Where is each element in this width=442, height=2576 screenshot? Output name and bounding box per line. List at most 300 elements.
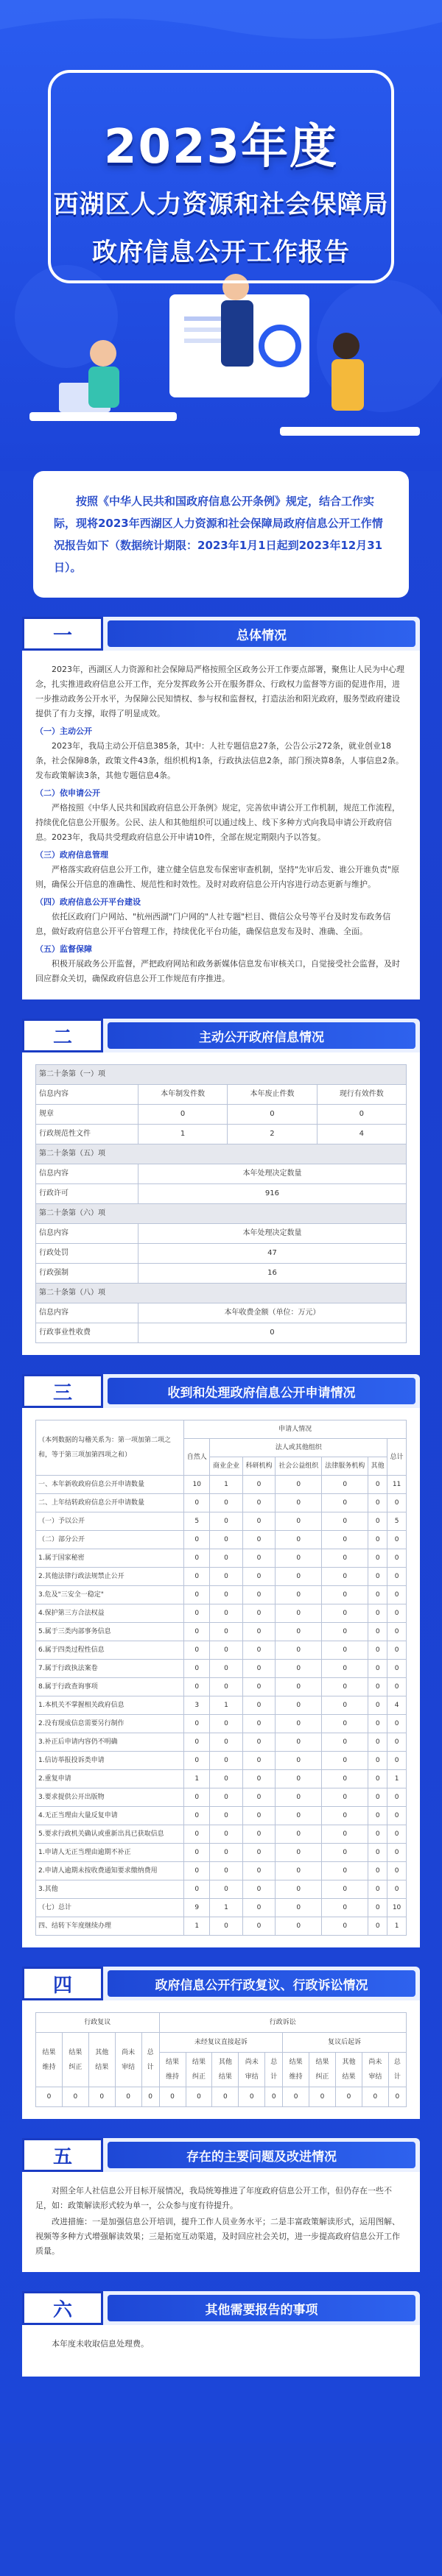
table-cell: 0 [322,1568,368,1586]
table-row [36,1264,407,1284]
table-cell: 0 [242,1531,275,1549]
table-cell: 0 [368,1844,387,1862]
row-label: 二、上年结转政府信息公开申请数量 [36,1494,184,1512]
paragraph: 本年度未收取信息处理费。 [52,2339,149,2349]
agency-name: 西湖区人力资源和社会保障局 [53,190,389,219]
proactive-table [35,1064,407,1343]
table-cell: 0 [210,1660,242,1678]
review-litigation-table [35,2012,407,2107]
table-cell: 1 [184,1770,210,1788]
table-cell: 0 [322,1641,368,1660]
table-cell: 5 [184,1512,210,1531]
table-cell: 10 [184,1476,210,1494]
table-cell: 1 [387,1917,407,1936]
table-header: 现行有效件数 [317,1085,406,1105]
table-cell: 0 [387,1604,407,1623]
table-header: 信息内容 [36,1224,138,1244]
table-cell: 0 [387,1752,407,1770]
table-cell: 0 [210,1825,242,1844]
table-cell: 916 [138,1184,406,1204]
table-cell: 0 [368,1733,387,1752]
table-row [36,2087,407,2107]
table-cell: 0 [212,2087,239,2107]
table-cell: 2 [228,1125,317,1144]
table-cell: 0 [242,1660,275,1678]
table-cell: 0 [159,2087,186,2107]
table-cell: 0 [368,1641,387,1660]
section-body [22,651,420,999]
table-cell: 0 [210,1788,242,1807]
table-cell: 0 [184,1678,210,1696]
table-cell: 0 [210,1715,242,1733]
table-cell: 0 [276,1733,322,1752]
section-number: 五 [22,2138,103,2172]
table-header: 信息内容 [36,1085,138,1105]
table-cell: 0 [242,1678,275,1696]
section-number: 六 [22,2291,103,2325]
table-cell: 0 [184,1568,210,1586]
table-cell: 0 [276,1549,322,1568]
table-cell: 行政强制 [36,1264,138,1284]
table-row [36,1880,407,1899]
table-cell: 0 [184,1623,210,1641]
paragraph: 2023年，西湖区人力资源和社会保障局严格按照全区政务公开工作要点部署，聚焦让人民为中心理念，扎实推进政府信息公开工作，充分发挥政务公开在服务群众、行政权力监督等方面的促进作用，进一步推动政务公开水平，为保障公民知情权、参与权和监督权，打造法治和阳光政府，服务型政府建设提供了有力支撑，取得了明显成效。 [35,665,404,718]
row-label: 一、本年新收政府信息公开申请数量 [36,1476,184,1494]
table-cell: 10 [387,1899,407,1917]
table-row [36,1623,407,1641]
table-row [36,1862,407,1880]
table-cell: 0 [276,1825,322,1844]
table-cell: 0 [276,1788,322,1807]
table-cell: 0 [242,1623,275,1641]
table-header: 总计 [265,2053,283,2087]
table-cell: 0 [184,1807,210,1825]
row-label: 1.本机关不掌握相关政府信息 [36,1696,184,1715]
section-number: 二 [22,1019,103,1052]
table-cell: 0 [242,1494,275,1512]
table-cell: 0 [387,1844,407,1862]
table-cell: 0 [322,1844,368,1862]
table-cell: 0 [184,1531,210,1549]
table-cell: 0 [368,1549,387,1568]
table-cell: 0 [368,1788,387,1807]
table-cell: 1 [210,1476,242,1494]
table-cell: 0 [36,2087,63,2107]
table-cell: 0 [387,1531,407,1549]
table-cell: 0 [242,1512,275,1531]
table-cell: 0 [322,1696,368,1715]
table-cell: 0 [210,1568,242,1586]
table-row [36,1752,407,1770]
table-row [36,1476,407,1494]
table-cell: 0 [276,1604,322,1623]
table-header: 信息内容 [36,1164,138,1184]
table-cell: 0 [210,1623,242,1641]
section-applications [22,1374,420,1947]
table-cell: 0 [138,1323,406,1343]
table-cell: 0 [368,1862,387,1880]
table-cell: 0 [276,1641,322,1660]
sub-heading: （三）政府信息管理 [35,850,108,860]
table-cell: 0 [184,1752,210,1770]
table-cell: 0 [387,1641,407,1660]
table-cell: 0 [368,1586,387,1604]
row-label: 2.申请人逾期未按收费通知要求缴纳费用 [36,1862,184,1880]
table-cell: 0 [210,1862,242,1880]
table-cell: 0 [387,1568,407,1586]
table-cell: 0 [368,1623,387,1641]
table-cell: 3 [184,1696,210,1715]
table-cell: 0 [276,1880,322,1899]
table-cell: 0 [387,1494,407,1512]
hero-banner [0,0,442,471]
table-cell: 0 [276,1623,322,1641]
row-label: 6.属于四类过程性信息 [36,1641,184,1660]
intro-text: 按照《中华人民共和国政府信息公开条例》规定，结合工作实际，现将2023年西湖区人力资源和社会保障局政府信息公开工作情况报告如下（数据统计期限：2023年1月1日起到2023年12月31日）。 [54,495,383,574]
table-header: 行政复议 [36,2013,160,2033]
table-cell: 0 [336,2087,362,2107]
section-title: 政府信息公开行政复议、行政诉讼情况 [108,1970,415,1997]
table-cell: 0 [387,1586,407,1604]
paragraph: 2023年，我局主动公开信息385条，其中：人社专题信息27条，公告公示272条，就业创业18条，社会保障8条，政策文件43条，组织机构1条，行政执法信息2条，部门预决算8条，人事信息2条。发布政策解读3条，其他专题信息4条。 [35,741,404,780]
paragraph: 积极开展政务公开监督，严把政府网站和政务新媒体信息发布审核关口，自觉接受社会监督，及时回应群众关切，确保政府信息公开工作规范有序推进。 [35,959,400,983]
section-body [22,1408,420,1947]
table-cell: 0 [322,1880,368,1899]
table-cell: 0 [368,1825,387,1844]
table-cell: 0 [186,2087,212,2107]
table-cell: 0 [184,1494,210,1512]
table-cell: 0 [242,1807,275,1825]
table-cell: 0 [265,2087,283,2107]
table-row [36,1244,407,1264]
row-label: 3.其他 [36,1880,184,1899]
table-cell: 1 [210,1899,242,1917]
table-cell: 0 [210,1844,242,1862]
table-cell: 0 [322,1733,368,1752]
table-cell: 47 [138,1244,406,1264]
table-cell: 0 [210,1733,242,1752]
table-group-head: 第二十条第（八）项 [36,1284,407,1303]
table-cell: 0 [387,1549,407,1568]
table-cell: 0 [387,1880,407,1899]
row-label: （七）总计 [36,1899,184,1917]
table-cell: 0 [362,2087,388,2107]
table-row [36,1125,407,1144]
table-cell: 0 [228,1105,317,1125]
row-label: 3.补正后申请内容仍不明确 [36,1733,184,1752]
table-cell: 0 [276,1844,322,1862]
table-header: 本年废止件数 [228,1085,317,1105]
table-cell: 0 [210,1549,242,1568]
table-cell: 0 [276,1531,322,1549]
table-cell: 0 [368,1696,387,1715]
table-cell: 行政处罚 [36,1244,138,1264]
section-header [22,617,420,651]
table-cell: 0 [387,1678,407,1696]
section-body [22,1052,420,1355]
table-cell: 0 [387,1862,407,1880]
table-cell: 0 [184,1844,210,1862]
table-cell: 0 [242,1844,275,1862]
table-cell: 0 [387,1733,407,1752]
section-body [22,2325,420,2377]
table-header: 法人或其他组织 [210,1439,387,1457]
table-cell: 0 [322,1715,368,1733]
table-cell: 0 [184,1862,210,1880]
table-header: 尚未审结 [239,2053,265,2087]
intro-card [33,471,409,598]
table-cell: 0 [184,1641,210,1660]
table-group-head: 申请人情况 [184,1420,407,1439]
footer-space [0,2377,442,2443]
table-cell: 0 [210,1494,242,1512]
table-cell: 0 [210,1752,242,1770]
sub-heading: （四）政府信息公开平台建设 [35,897,141,907]
table-cell: 0 [276,1678,322,1696]
row-label: 3.要求提供公开出版物 [36,1788,184,1807]
table-row [36,1844,407,1862]
table-cell: 0 [242,1752,275,1770]
table-cell: 0 [322,1531,368,1549]
table-cell: 行政事业性收费 [36,1323,138,1343]
row-label: 四、结转下年度继续办理 [36,1917,184,1936]
table-header: 社会公益组织 [276,1457,322,1476]
table-header: 本年处理决定数量 [138,1224,406,1244]
table-cell: 0 [388,2087,406,2107]
table-row [36,1715,407,1733]
section-title: 总体情况 [108,620,415,647]
table-cell: 0 [368,1770,387,1788]
table-cell: 16 [138,1264,406,1284]
section-title: 主动公开政府信息情况 [108,1022,415,1049]
table-group-head: 第二十条第（五）项 [36,1144,407,1164]
table-cell: 0 [184,1788,210,1807]
table-cell: 0 [309,2087,336,2107]
table-header: 本年处理决定数量 [138,1164,406,1184]
section-number: 三 [22,1374,103,1408]
table-cell: 0 [62,2087,88,2107]
table-header: 科研机构 [242,1457,275,1476]
table-cell: 0 [184,1825,210,1844]
table-cell: 0 [242,1825,275,1844]
table-cell: 0 [322,1825,368,1844]
table-row [36,1494,407,1512]
table-cell: 0 [242,1476,275,1494]
table-cell: 0 [322,1494,368,1512]
table-cell: 0 [322,1788,368,1807]
table-header: 复议后起诉 [283,2033,407,2053]
table-cell: 0 [242,1715,275,1733]
table-corner-note: （本列数据的勾稽关系为：第一项加第二项之和，等于第三项加第四项之和） [36,1420,184,1476]
table-row [36,1770,407,1788]
table-cell: 0 [242,1899,275,1917]
table-cell: 0 [184,1880,210,1899]
table-row [36,1917,407,1936]
table-cell: 0 [322,1586,368,1604]
paragraph: 严格落实政府信息公开工作，建立健全信息发布保密审查机制，坚持"先审后发、谁公开谁负责"原则，确保公开信息的准确性、规范性和时效性。及时对政府信息公开内容进行动态更新与维护。 [35,865,400,889]
table-cell: 规章 [36,1105,138,1125]
table-cell: 0 [368,1476,387,1494]
row-label: （一）予以公开 [36,1512,184,1531]
table-cell: 行政规范性文件 [36,1125,138,1144]
table-header: 尚未审结 [115,2033,141,2087]
row-label: 7.属于行政执法案卷 [36,1660,184,1678]
table-cell: 0 [184,1660,210,1678]
table-cell: 0 [368,1604,387,1623]
table-row [36,1733,407,1752]
row-label: 2.没有现成信息需要另行制作 [36,1715,184,1733]
table-header: 本年收费金额（单位：万元） [138,1303,406,1323]
section-body [22,2172,420,2272]
table-cell: 0 [210,1770,242,1788]
row-label: 8.属于行政查询事项 [36,1678,184,1696]
table-header: 商业企业 [210,1457,242,1476]
table-cell: 0 [276,1715,322,1733]
table-cell: 0 [322,1660,368,1678]
table-row [36,1604,407,1623]
table-cell: 9 [184,1899,210,1917]
table-header: 其他结果 [212,2053,239,2087]
table-header: 其他 [368,1457,387,1476]
table-cell: 0 [368,1880,387,1899]
table-header: 结果纠正 [309,2053,336,2087]
table-cell: 0 [322,1678,368,1696]
sub-heading: （二）依申请公开 [35,788,100,798]
table-header: 信息内容 [36,1303,138,1323]
table-cell: 0 [276,1476,322,1494]
section-problems [22,2138,420,2272]
table-row [36,1641,407,1660]
section-overview [22,617,420,999]
table-row [36,1788,407,1807]
table-cell: 0 [242,1862,275,1880]
report-name: 政府信息公开工作报告 [92,238,350,267]
table-cell: 0 [210,1807,242,1825]
table-cell: 0 [368,1917,387,1936]
row-label: 1.属于国家秘密 [36,1549,184,1568]
table-cell: 0 [322,1604,368,1623]
table-row [36,1568,407,1586]
table-cell: 0 [242,1641,275,1660]
section-other [22,2291,420,2377]
table-cell: 0 [276,1660,322,1678]
table-cell: 1 [210,1696,242,1715]
table-cell: 0 [276,1807,322,1825]
table-cell: 0 [239,2087,265,2107]
table-cell: 0 [210,1678,242,1696]
table-header: 总计 [387,1439,407,1476]
table-cell: 0 [141,2087,159,2107]
table-cell: 0 [322,1476,368,1494]
table-cell: 0 [368,1512,387,1531]
section-header [22,1019,420,1052]
table-cell: 0 [317,1105,406,1125]
table-cell: 0 [138,1105,227,1125]
table-cell: 0 [387,1788,407,1807]
table-cell: 4 [317,1125,406,1144]
table-cell: 0 [242,1586,275,1604]
section-title: 存在的主要问题及改进情况 [108,2142,415,2168]
table-cell: 0 [368,1568,387,1586]
table-cell: 0 [276,1899,322,1917]
row-label: 4.无正当理由大量反复申请 [36,1807,184,1825]
table-cell: 0 [368,1899,387,1917]
row-label: （二）部分公开 [36,1531,184,1549]
table-cell: 0 [276,1917,322,1936]
table-cell: 0 [184,1604,210,1623]
row-label: 3.危及"三安全一稳定" [36,1586,184,1604]
table-cell: 0 [184,1733,210,1752]
row-label: 4.保护第三方合法权益 [36,1604,184,1623]
table-cell: 0 [322,1917,368,1936]
table-cell: 0 [322,1862,368,1880]
row-label: 2.其他法律行政法规禁止公开 [36,1568,184,1586]
table-row [36,1696,407,1715]
table-cell: 0 [276,1512,322,1531]
row-label: 2.重复申请 [36,1770,184,1788]
table-cell: 0 [88,2087,115,2107]
section-title: 收到和处理政府信息公开申请情况 [108,1378,415,1404]
table-row [36,1807,407,1825]
table-header: 未经复议直接起诉 [159,2033,283,2053]
table-row [36,1825,407,1844]
table-cell: 0 [387,1660,407,1678]
table-cell: 0 [276,1752,322,1770]
table-cell: 0 [276,1862,322,1880]
table-row [36,1105,407,1125]
table-cell: 0 [184,1549,210,1568]
section-header [22,2291,420,2325]
table-row [36,1549,407,1568]
row-label: 1.信访举报投诉类申请 [36,1752,184,1770]
table-row [36,1184,407,1204]
paragraph: 严格按照《中华人民共和国政府信息公开条例》规定，完善依申请公开工作机制，规范工作流程，持续优化信息公开服务。公民、法人和其他组织可以通过线上、线下多种方式向我局申请公开政府信息。2023年，我局共受理政府信息公开申请10件，全部在规定期限内予以答复。 [35,803,400,842]
table-cell: 0 [276,1586,322,1604]
table-row [36,1531,407,1549]
table-cell: 0 [322,1512,368,1531]
table-cell: 0 [276,1568,322,1586]
table-row [36,1512,407,1531]
section-number: 四 [22,1967,103,2000]
table-row [36,1586,407,1604]
table-cell: 0 [242,1696,275,1715]
table-row [36,1660,407,1678]
table-cell: 0 [368,1807,387,1825]
table-header: 结果维持 [159,2053,186,2087]
table-cell: 1 [184,1917,210,1936]
table-cell: 11 [387,1476,407,1494]
table-header: 结果纠正 [62,2033,88,2087]
table-header: 自然人 [184,1439,210,1476]
section-proactive-disclosure [22,1019,420,1355]
table-cell: 0 [368,1752,387,1770]
table-cell: 4 [387,1696,407,1715]
table-group-head: 第二十条第（六）项 [36,1204,407,1224]
table-cell: 0 [242,1880,275,1899]
table-cell: 0 [242,1788,275,1807]
table-cell: 0 [368,1660,387,1678]
table-header: 结果纠正 [186,2053,212,2087]
row-label: 1.申请人无正当理由逾期不补正 [36,1844,184,1862]
section-header [22,2138,420,2172]
section-review-litigation [22,1967,420,2119]
section-header [22,1967,420,2000]
table-cell: 0 [276,1770,322,1788]
table-cell: 0 [242,1568,275,1586]
table-row [36,1323,407,1343]
table-cell: 0 [322,1807,368,1825]
table-cell: 0 [210,1604,242,1623]
